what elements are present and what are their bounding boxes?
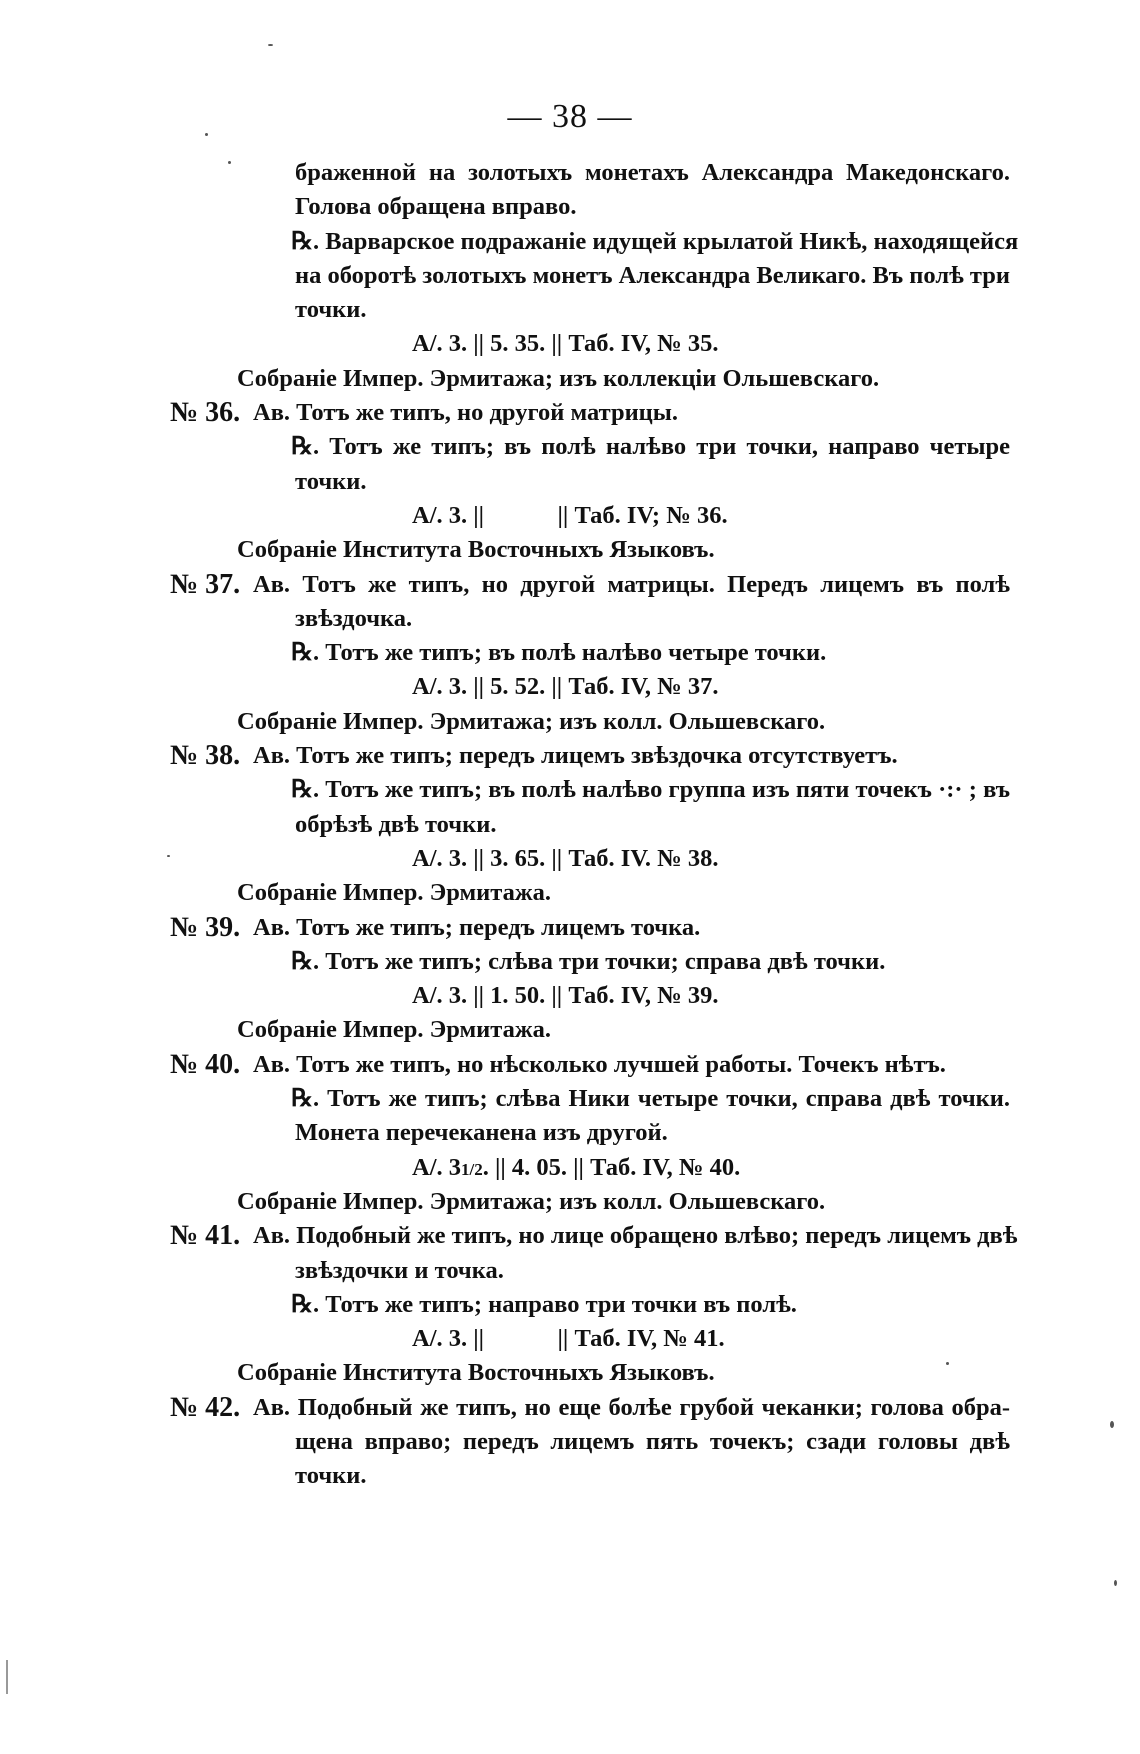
entry-line bbox=[0, 1219, 1140, 1253]
entry-number: № 40. bbox=[170, 1048, 241, 1080]
line-text: Голова обращена вправо. bbox=[295, 193, 577, 221]
line-text: точки. bbox=[295, 467, 367, 495]
catalogue-text bbox=[0, 156, 1140, 1494]
obverse-description: Ав. Тотъ же типъ, но другой матрицы. bbox=[253, 399, 679, 427]
line-text: обрѣзѣ двѣ точки. bbox=[295, 810, 497, 838]
collection-line bbox=[0, 1013, 1140, 1047]
line-text: щена вправо; передъ лицемъ пять точекъ; сзади головы двѣ bbox=[295, 1427, 1010, 1455]
entry-number: № 38. bbox=[170, 740, 241, 772]
scan-speck bbox=[205, 133, 208, 136]
text-line bbox=[0, 190, 1140, 224]
entry-number: № 36. bbox=[170, 397, 241, 429]
scan-speck bbox=[268, 44, 273, 46]
collection-line bbox=[0, 876, 1140, 910]
reverse-description: ℞. Тотъ же типъ; направо три точки въ полѣ. bbox=[291, 1290, 797, 1318]
entry-line bbox=[0, 396, 1140, 430]
line-text: точки. bbox=[295, 296, 367, 324]
metal-weight-plate: A/. 3. || 3. 65. || Таб. IV. № 38. bbox=[412, 844, 719, 872]
reverse-description: ℞. Тотъ же типъ; въ полѣ налѣво группа изъ пяти точекъ ·:· ; въ bbox=[291, 776, 1010, 804]
reverse-line bbox=[0, 1288, 1140, 1322]
metal-weight-line bbox=[0, 1151, 1140, 1185]
metal-weight-line bbox=[0, 1322, 1140, 1356]
metal-weight-line bbox=[0, 670, 1140, 704]
entry-line bbox=[0, 1391, 1140, 1425]
entry-line bbox=[0, 1048, 1140, 1082]
reverse-description: ℞. Тотъ же типъ; слѣва три точки; справа двѣ точки. bbox=[291, 947, 886, 975]
metal-weight-line bbox=[0, 327, 1140, 361]
text-line bbox=[0, 293, 1140, 327]
obverse-description: Ав. Тотъ же типъ, но нѣсколько лучшей работы. Точекъ нѣтъ. bbox=[253, 1050, 946, 1078]
reverse-line bbox=[0, 430, 1140, 464]
metal-weight-plate: A/. 3. || 5. 52. || Таб. IV, № 37. bbox=[412, 673, 719, 701]
metal-weight-part: . || 4. 05. || Таб. IV, № 40. bbox=[482, 1153, 741, 1181]
collection-note: Собраніе Импер. Эрмитажа. bbox=[237, 879, 552, 907]
collection-line bbox=[0, 1356, 1140, 1390]
reverse-description: ℞. Тотъ же типъ; въ полѣ налѣво четыре точки. bbox=[291, 639, 827, 667]
collection-note: Собраніе Импер. Эрмитажа. bbox=[237, 1016, 552, 1044]
entry-line bbox=[0, 568, 1140, 602]
entry-number: № 42. bbox=[170, 1391, 241, 1423]
entry-line bbox=[0, 911, 1140, 945]
line-text: звѣздочка. bbox=[295, 604, 413, 632]
reverse-line bbox=[0, 636, 1140, 670]
text-line bbox=[0, 1425, 1140, 1459]
reverse-line bbox=[0, 773, 1140, 807]
text-line bbox=[0, 156, 1140, 190]
reverse-description: ℞. Варварское подражаніе идущей крылатой Никѣ, находящейся bbox=[291, 227, 1019, 255]
metal-weight-line bbox=[0, 842, 1140, 876]
scan-speck bbox=[1114, 1580, 1117, 1586]
metal-weight-plate: A/. 3. || || Таб. IV; № 36. bbox=[412, 501, 728, 529]
metal-weight-plate: A/. 3. || 5. 35. || Таб. IV, № 35. bbox=[412, 330, 719, 358]
scan-speck bbox=[228, 161, 231, 164]
collection-note: Собраніе Импер. Эрмитажа; изъ колл. Ольшевскаго. bbox=[237, 707, 826, 735]
metal-weight-plate: A/. 3. || 1. 50. || Таб. IV, № 39. bbox=[412, 982, 719, 1010]
scan-speck bbox=[167, 855, 170, 857]
obverse-description: Ав. Тотъ же типъ, но другой матрицы. Передъ лицемъ въ полѣ bbox=[253, 570, 1010, 598]
text-line bbox=[0, 602, 1140, 636]
entry-line bbox=[0, 739, 1140, 773]
collection-line bbox=[0, 362, 1140, 396]
collection-note: Собраніе Импер. Эрмитажа; изъ коллекціи Ольшевскаго. bbox=[237, 364, 880, 392]
collection-line bbox=[0, 705, 1140, 739]
metal-weight-line bbox=[0, 979, 1140, 1013]
entry-number: № 39. bbox=[170, 911, 241, 943]
collection-line bbox=[0, 1185, 1140, 1219]
text-line bbox=[0, 1459, 1140, 1493]
collection-line bbox=[0, 533, 1140, 567]
text-line bbox=[0, 465, 1140, 499]
collection-note: Собраніе Института Восточныхъ Языковъ. bbox=[237, 536, 715, 564]
reverse-line bbox=[0, 945, 1140, 979]
text-line bbox=[0, 259, 1140, 293]
reverse-line bbox=[0, 1082, 1140, 1116]
text-line bbox=[0, 808, 1140, 842]
obverse-description: Ав. Тотъ же типъ; передъ лицемъ точка. bbox=[253, 913, 701, 941]
line-text: точки. bbox=[295, 1462, 367, 1490]
line-text: браженной на золотыхъ монетахъ Александра Македонскаго. bbox=[295, 159, 1010, 186]
reverse-line bbox=[0, 225, 1140, 259]
entry-number: № 37. bbox=[170, 568, 241, 600]
obverse-description: Ав. Подобный же типъ, но лице обращено влѣво; передъ лицемъ двѣ bbox=[253, 1222, 1018, 1250]
line-text: на оборотѣ золотыхъ монетъ Александра Великаго. Въ полѣ три bbox=[295, 261, 1010, 289]
metal-weight-plate bbox=[412, 1151, 740, 1187]
weight-fraction: 1/2 bbox=[461, 1159, 483, 1179]
entry-number: № 41. bbox=[170, 1220, 241, 1252]
reverse-description: ℞. Тотъ же типъ; въ полѣ налѣво три точки, направо четыре bbox=[291, 433, 1010, 461]
collection-note: Собраніе Импер. Эрмитажа; изъ колл. Ольшевскаго. bbox=[237, 1187, 826, 1215]
scan-speck bbox=[946, 1362, 949, 1365]
metal-weight-part: A/. 3 bbox=[412, 1153, 461, 1181]
collection-note: Собраніе Института Восточныхъ Языковъ. bbox=[237, 1359, 715, 1387]
text-line bbox=[0, 1254, 1140, 1288]
scan-speck bbox=[1110, 1421, 1114, 1428]
page-number: — 38 — bbox=[507, 98, 633, 135]
metal-weight-line bbox=[0, 499, 1140, 533]
obverse-description: Ав. Подобный же типъ, но еще болѣе грубой чеканки; голова обра- bbox=[253, 1393, 1010, 1421]
metal-weight-plate: A/. 3. || || Таб. IV, № 41. bbox=[412, 1325, 725, 1353]
text-line bbox=[0, 1116, 1140, 1150]
obverse-description: Ав. Тотъ же типъ; передъ лицемъ звѣздочка отсутствуетъ. bbox=[253, 742, 898, 770]
line-text: Монета перечеканена изъ другой. bbox=[295, 1119, 668, 1147]
reverse-description: ℞. Тотъ же типъ; слѣва Ники четыре точки, справа двѣ точки. bbox=[291, 1085, 1010, 1113]
scan-edge-mark bbox=[6, 1660, 8, 1694]
line-text: звѣздочки и точка. bbox=[295, 1256, 504, 1284]
